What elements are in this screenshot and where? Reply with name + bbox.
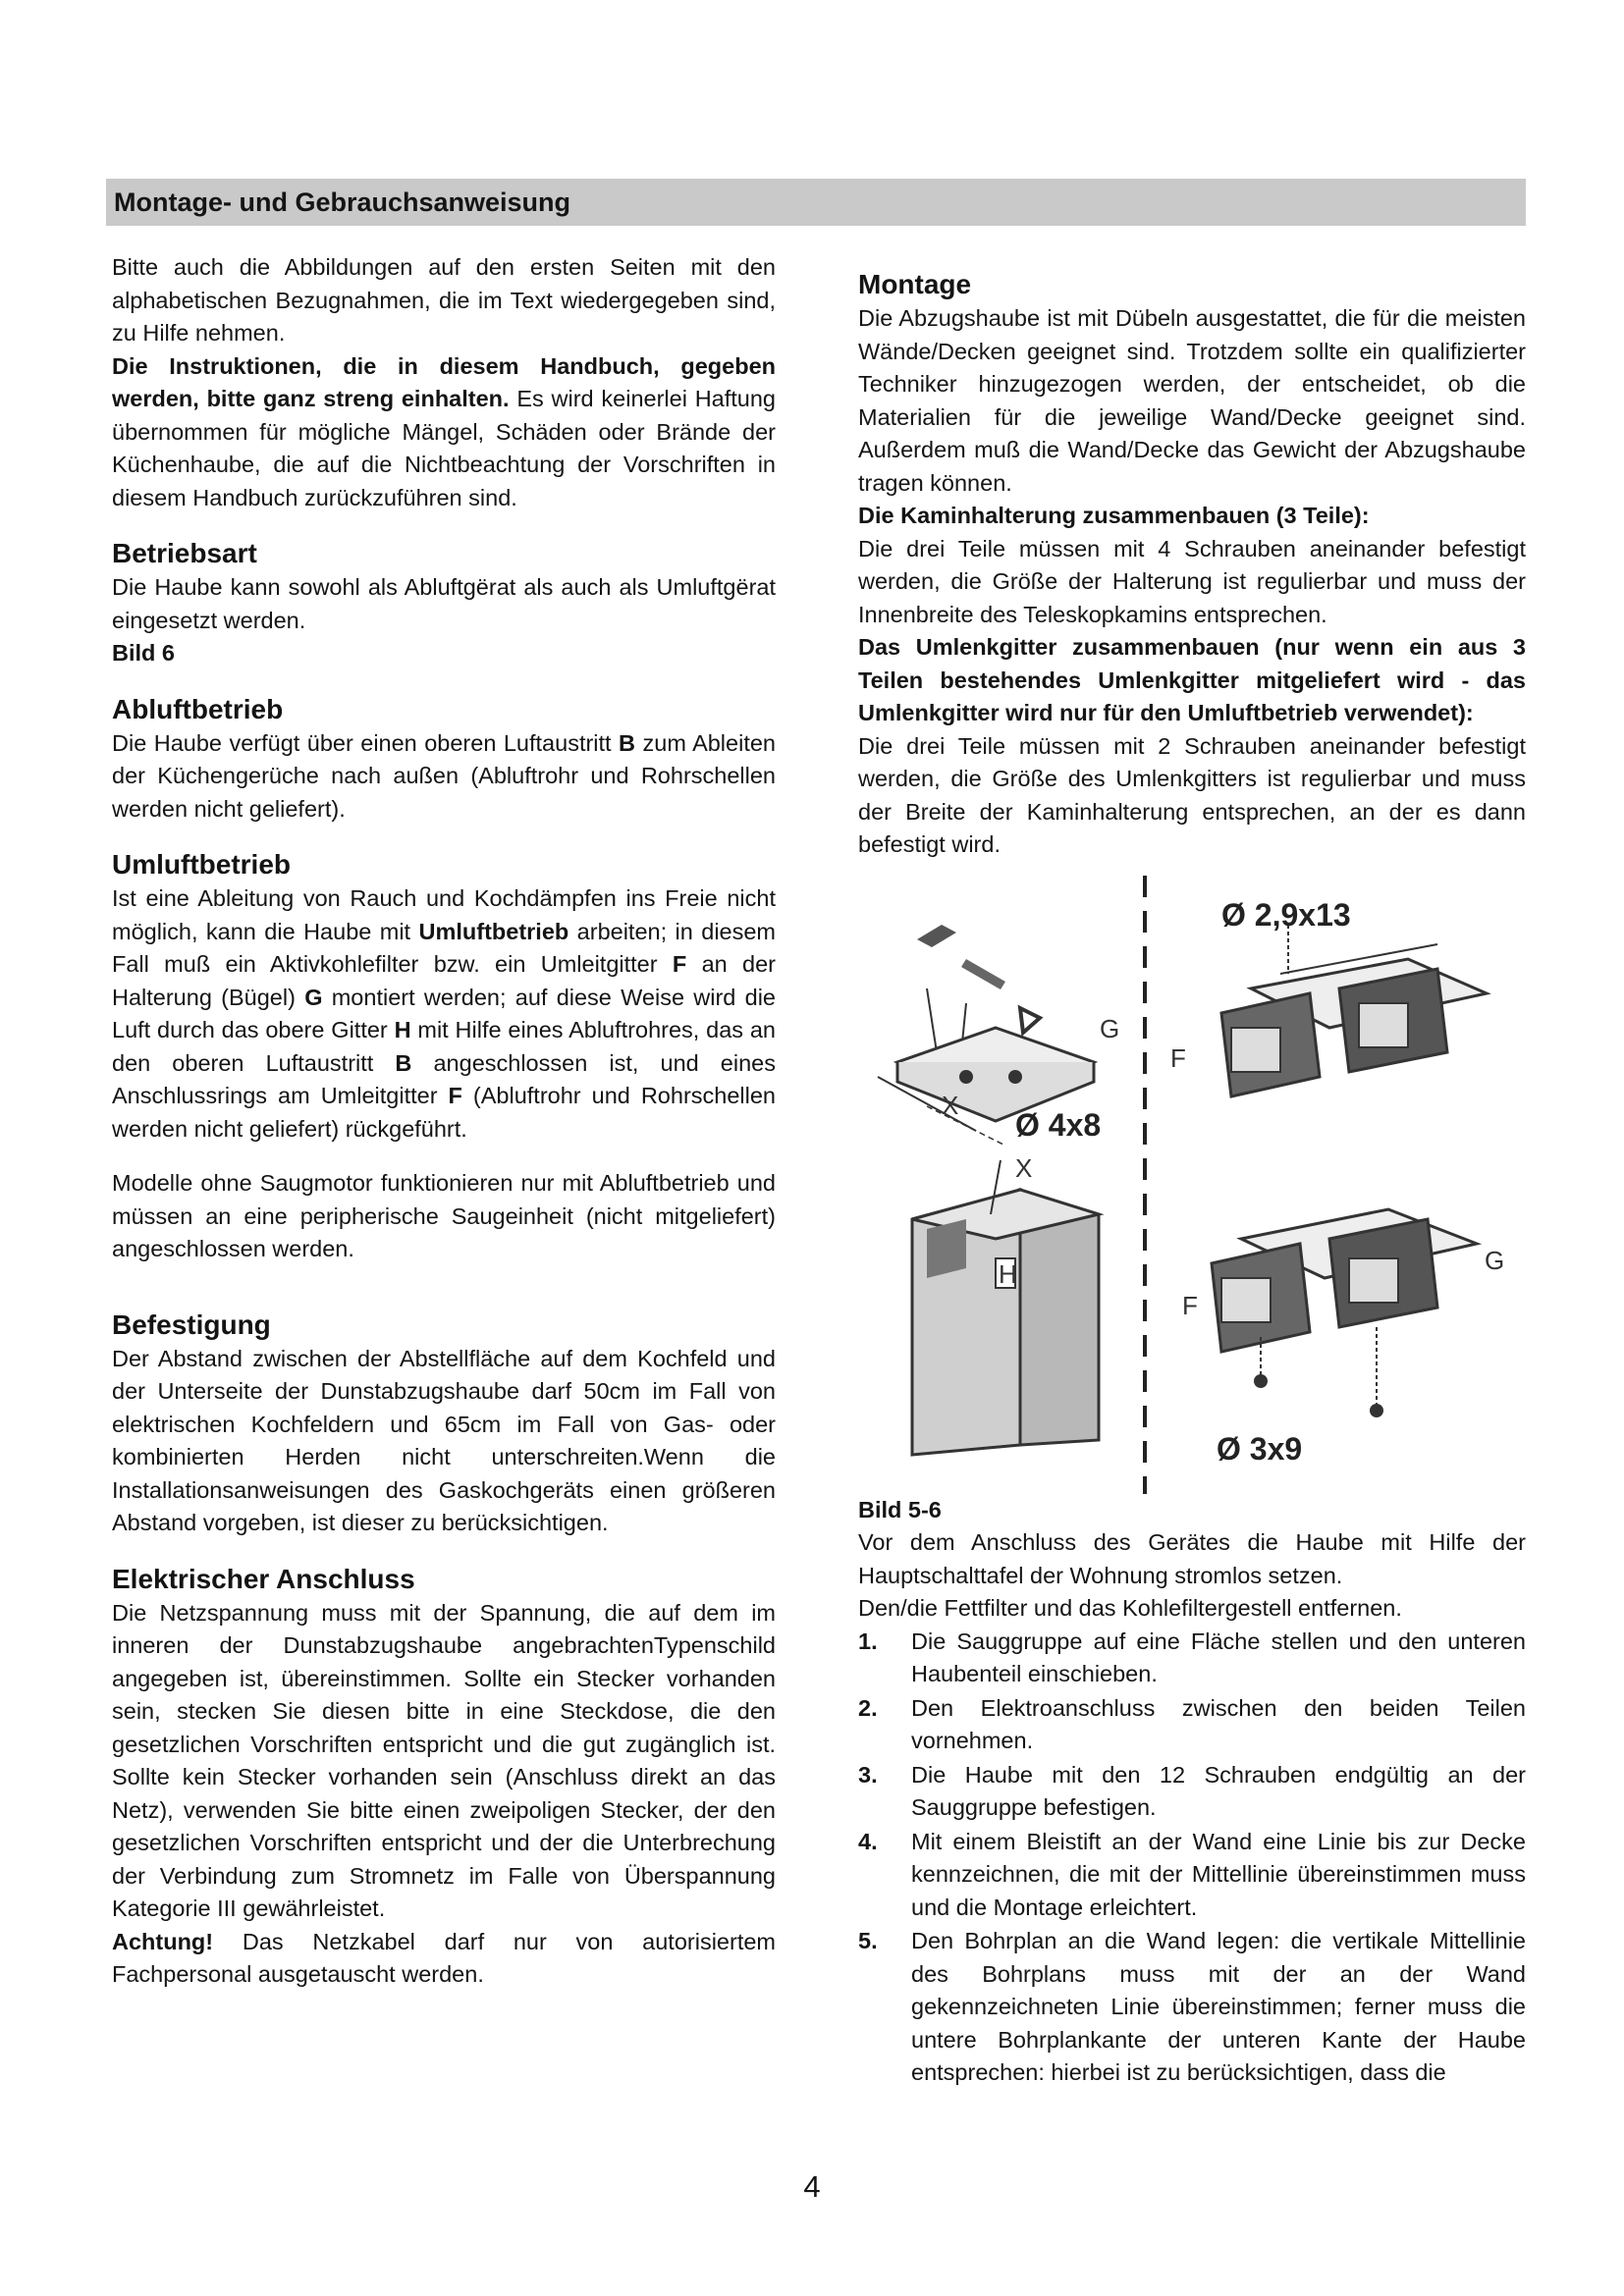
section-banner <box>106 179 1526 226</box>
letter-f-bottom: F <box>1182 1290 1198 1320</box>
abluft-text: Die Haube verfügt über einen oberen Luftaustritt B zum Ableiten der Küchengerüche nach außen (Abluftrohr und Rohrschellen werden nicht geliefert). <box>112 729 776 822</box>
list-item: 1. Die Sauggruppe auf eine Fläche stellen und den unteren Haubenteil einschieben. <box>858 1628 1526 1686</box>
befestigung-text: Der Abstand zwischen der Abstellfläche auf dem Kochfeld und der Unterseite der Dunstabzugshaube darf 50cm im Fall von elektrischen Kochfeldern und 65cm im Fall von Gas- oder kombinierten Herden nicht unterschreiten.Wenn die Installationsanweisungen des Gaskochgeräts einen größeren Abstand vorgeben, ist dieser zu berücksichtigen. <box>112 1345 776 1535</box>
letter-g-bottom: G <box>1485 1245 1505 1275</box>
letter-f-top: F <box>1170 1042 1186 1073</box>
intro-paragraph: Bitte auch die Abbildungen auf den ersten Seiten mit den alphabetischen Bezugnahmen, die im Text wiedergegeben sind, zu Hilfe nehmen. <box>112 254 776 346</box>
intro-warning: Die Instruktionen, die in diesem Handbuch, gegeben werden, bitte ganz streng einhalten. Es wird keinerlei Haftung übernommen für mögliche Mängel, Schäden oder Brände der Küchenhaube, die auf die Nichtbeachtung der Vorschriften in diesem Handbuch zurückzuführen sind. <box>112 352 777 510</box>
heading-betriebsart: Betriebsart <box>112 538 257 568</box>
betriebsart-ref: Bild 6 <box>112 640 175 666</box>
letter-x-2: X <box>1015 1152 1033 1183</box>
letter-x-1: X <box>942 1090 959 1120</box>
figure-caption: Bild 5-6 <box>858 1496 942 1522</box>
heading-umlenkgitter: Das Umlenkgitter zusammenbauen (nur wenn ein aus 3 Teilen bestehendes Umlenkgitter mitgeliefert wird - das Umlenkgitter wird nur für den Umluftbetrieb verwendet): <box>858 634 1526 725</box>
list-item: 5. Den Bohrplan an die Wand legen: die vertikale Mittellinie des Bohrplans muss mit der an der Wand gekennzeichneten Linie übereinstimmen; ferner muss die untere Bohrplankante der unteren Kante der Haube entsprechen: hierbei ist zu berücksichtigen, dass die <box>858 1928 1526 2085</box>
montage-text: Die Abzugshaube ist mit Dübeln ausgestattet, die für die meisten Wände/Decken geeignet sind. Trotzdem sollte ein qualifizierter Techniker hinzugezogen werden, der entscheidet, ob die Materialien für die jeweilige Wand/Decke geeignet sind. Außerdem muß die Wand/Decke das Gewicht der Abzugshaube tragen können. <box>858 305 1526 496</box>
heading-umluftbetrieb: Umluftbetrieb <box>112 849 291 880</box>
screw-label-mid: Ø 4x8 <box>1015 1106 1102 1143</box>
assembly-illustration <box>858 866 1526 1494</box>
letter-h: H <box>999 1258 1017 1289</box>
list-item: 3. Die Haube mit den 12 Schrauben endgültig an der Sauggruppe befestigen. <box>858 1761 1526 1820</box>
left-column <box>112 251 776 1992</box>
page-number: 4 <box>803 2169 821 2204</box>
kamin-text: Die drei Teile müssen mit 4 Schrauben aneinander befestigt werden, die Größe der Halterung ist regulierbar und muss der Innenbreite des Teleskopkamins entsprechen. <box>858 535 1526 627</box>
steps-list <box>858 1626 1526 2090</box>
heading-kaminhalterung: Die Kaminhalterung zusammenbauen (3 Teile): <box>858 503 1370 528</box>
umluft-text: Ist eine Ableitung von Rauch und Kochdämpfen ins Freie nicht möglich, kann die Haube mit Umluftbetrieb arbeiten; in diesem Fall muß ein Aktivkohlefilter bzw. ein Umleitgitter F an der Halterung (Bügel) G montiert werden; auf diese Weise wird die Luft durch das obere Gitter H mit Hilfe eines Abluftrohres, das an den oberen Luftaustritt B angeschlossen ist, und eines Anschlussrings am Umleitgitter F (Abluftrohr und Rohrschellen werden nicht geliefert) rückgeführt. <box>112 885 777 1142</box>
umluft-note: Modelle ohne Saugmotor funktionieren nur mit Abluftbetrieb und müssen an eine peripherische Saugeinheit (nicht mitgeliefert) angeschlossen werden. <box>112 1170 776 1261</box>
heading-befestigung: Befestigung <box>112 1308 271 1340</box>
heading-elektrischer-anschluss: Elektrischer Anschluss <box>112 1563 415 1594</box>
heading-abluftbetrieb: Abluftbetrieb <box>112 693 284 724</box>
elektrisch-warning: Achtung! Das Netzkabel darf nur von autorisiertem Fachpersonal ausgetauscht werden. <box>112 1928 776 1987</box>
list-item: 2. Den Elektroanschluss zwischen den beiden Teilen vornehmen. <box>858 1694 1526 1753</box>
letter-g-top: G <box>1100 1013 1120 1043</box>
elektrisch-text: Die Netzspannung muss mit der Spannung, die auf dem im inneren der Dunstabzugshaube angebrachtenTypenschild angegeben ist, übereinstimmen. Sollte ein Stecker vorhanden sein, stecken Sie diesen bitte in eine Steckdose, die den gesetzlichen Vorschriften entspricht und die gut zugänglich ist. Sollte kein Stecker vorhanden sein (Anschluss direkt an das Netz), verwenden Sie bitte einen zweipoligen Stecker, der den gesetzlichen Vorschriften entspricht und der die Unterbrechung der Verbindung zum Stromnetz im Falle von Überspannung Kategorie III gewährleistet. <box>112 1599 776 1921</box>
umlenk-text: Die drei Teile müssen mit 2 Schrauben aneinander befestigt werden, die Größe des Umlenkgitters ist regulierbar und muss der Breite der Kaminhalterung entsprechen, an der es dann befestigt wird. <box>858 732 1526 857</box>
screw-label-bottom: Ø 3x9 <box>1217 1430 1303 1467</box>
heading-montage: Montage <box>858 269 972 299</box>
screw-label-top: Ø 2,9x13 <box>1221 896 1351 933</box>
assembly-figure <box>858 866 1526 1494</box>
list-item: 4. Mit einem Bleistift an der Wand eine Linie bis zur Decke kennzeichnen, die mit der Mittellinie übereinstimmen muss und die Montage erleichtert. <box>858 1828 1526 1920</box>
right-column <box>858 267 1526 2091</box>
page-title: Montage- und Gebrauchsanweisung <box>114 187 571 217</box>
after-figure-text-1: Vor dem Anschluss des Gerätes die Haube mit Hilfe der Hauptschalttafel der Wohnung stromlos setzen. <box>858 1529 1526 1588</box>
betriebsart-text: Die Haube kann sowohl als Abluftgërat als auch als Umluftgërat eingesetzt werden. <box>112 574 776 633</box>
after-figure-text-2: Den/die Fettfilter und das Kohlefiltergestell entfernen. <box>858 1595 1402 1621</box>
